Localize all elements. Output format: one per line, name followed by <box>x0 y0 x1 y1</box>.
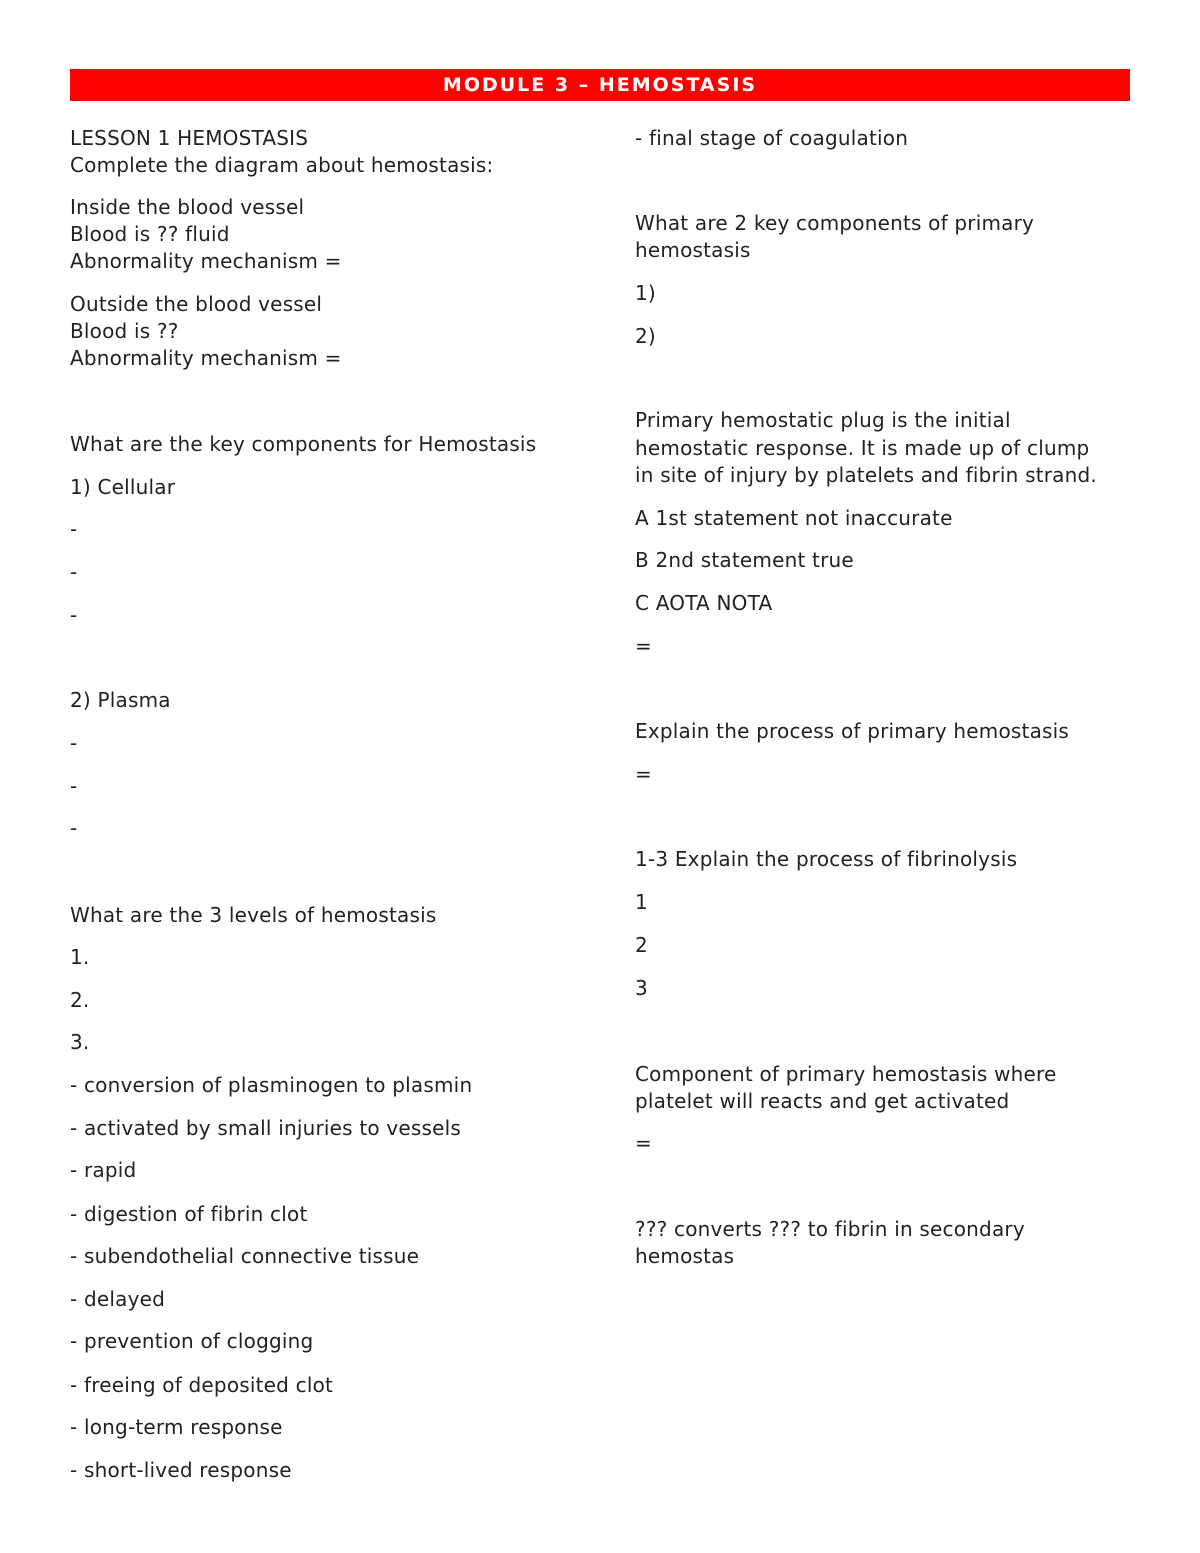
plasma-item: - <box>70 731 78 755</box>
fibrinolysis-step: 3 <box>635 976 648 1000</box>
fibrinolysis-step: 2 <box>635 933 648 957</box>
primary-component-item: 2) <box>635 324 656 348</box>
module-header-bar <box>70 69 1130 101</box>
outside-vessel-state: Blood is ?? <box>70 319 179 343</box>
level-item: 1. <box>70 945 90 969</box>
inside-vessel-state: Blood is ?? fluid <box>70 222 230 246</box>
outside-vessel-heading: Outside the blood vessel <box>70 292 323 316</box>
descriptor-item: - freeing of deposited clot <box>70 1373 334 1397</box>
outside-vessel-mechanism: Abnormality mechanism = <box>70 346 342 370</box>
descriptor-item: - conversion of plasminogen to plasmin <box>70 1073 473 1097</box>
descriptor-item: - prevention of clogging <box>70 1329 314 1353</box>
descriptor-item: - subendothelial connective tissue <box>70 1244 420 1268</box>
module-title: MODULE 3 – HEMOSTASIS <box>442 73 758 96</box>
final-stage-note: - final stage of coagulation <box>635 126 909 150</box>
platelet-question-line: Component of primary hemostasis where <box>635 1062 1057 1086</box>
descriptor-item: - short-lived response <box>70 1458 292 1482</box>
diagram-instruction: Complete the diagram about hemostasis: <box>70 153 494 177</box>
lesson-title: LESSON 1 HEMOSTASIS <box>70 126 309 150</box>
fibrinolysis-step: 1 <box>635 890 648 914</box>
plasma-label: 2) Plasma <box>70 688 171 712</box>
plasma-item: - <box>70 774 78 798</box>
cellular-item: - <box>70 560 78 584</box>
plug-answer: = <box>635 634 652 658</box>
primary-component-item: 1) <box>635 281 656 305</box>
inside-vessel-heading: Inside the blood vessel <box>70 195 305 219</box>
platelet-answer: = <box>635 1131 652 1155</box>
primary-components-question-line: hemostasis <box>635 238 751 262</box>
descriptor-item: - long-term response <box>70 1415 283 1439</box>
descriptor-item: - digestion of fibrin clot <box>70 1202 308 1226</box>
plasma-item: - <box>70 816 78 840</box>
plug-statement-line: in site of injury by platelets and fibrin strand. <box>635 463 1097 487</box>
descriptor-item: - rapid <box>70 1158 137 1182</box>
components-question: What are the key components for Hemostasis <box>70 432 537 456</box>
cellular-label: 1) Cellular <box>70 475 176 499</box>
inside-vessel-mechanism: Abnormality mechanism = <box>70 249 342 273</box>
answer-option: C AOTA NOTA <box>635 591 773 615</box>
level-item: 2. <box>70 988 90 1012</box>
primary-components-question-line: What are 2 key components of primary <box>635 211 1035 235</box>
cellular-item: - <box>70 603 78 627</box>
process-answer: = <box>635 762 652 786</box>
plug-statement-line: Primary hemostatic plug is the initial <box>635 408 1011 432</box>
answer-option: B 2nd statement true <box>635 548 854 572</box>
answer-option: A 1st statement not inaccurate <box>635 506 953 530</box>
descriptor-item: - activated by small injuries to vessels <box>70 1116 462 1140</box>
descriptor-item: - delayed <box>70 1287 166 1311</box>
conversion-question-line: hemostas <box>635 1244 735 1268</box>
level-item: 3. <box>70 1030 90 1054</box>
conversion-question-line: ??? converts ??? to fibrin in secondary <box>635 1217 1025 1241</box>
plug-statement-line: hemostatic response. It is made up of clump <box>635 436 1090 460</box>
platelet-question-line: platelet will reacts and get activated <box>635 1089 1010 1113</box>
process-question: Explain the process of primary hemostasis <box>635 719 1070 743</box>
levels-question: What are the 3 levels of hemostasis <box>70 903 437 927</box>
cellular-item: - <box>70 517 78 541</box>
fibrinolysis-question: 1-3 Explain the process of fibrinolysis <box>635 847 1018 871</box>
